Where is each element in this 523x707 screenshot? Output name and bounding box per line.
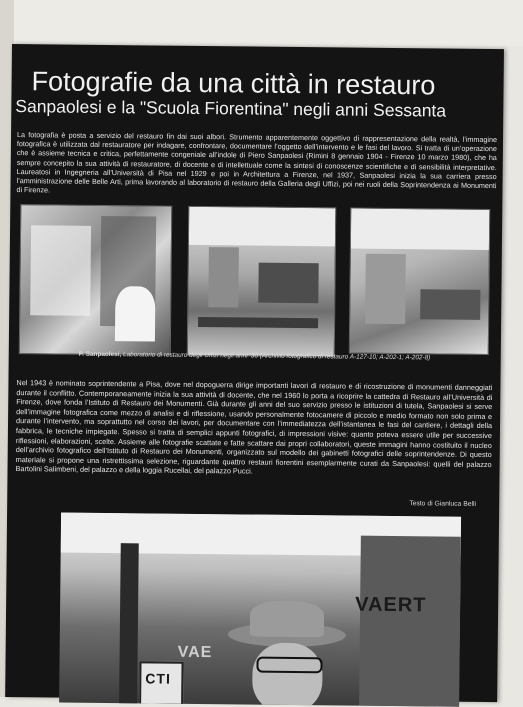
caption-author: P. Sanpaolesi,: [78, 350, 122, 359]
face: [252, 643, 323, 707]
photo-restoration-lab-2: [187, 206, 337, 358]
intro-paragraph: La fotografia è posta a servizio del restauro fin dai suoi albori. Strumento apparentemente oggettivo di rappresentazione della realtà, l’immagine fotografica è utilizzata dal restauratore per indagare, confrontare, documentare l’oggetto dell’intervento e le fasi del lavoro. Si tratta di un’operazione che è assieme tecnica e critica, perfettamente congeniale all’indole di Piero Sanpaolesi (Rimini 8 gennaio 1904 - Firenze 10 marzo 1980), che ha sempre concepito la sua attività di restauratore, di docente e di intellettuale come la sintesi di conoscenze scientifiche e di sensibilità interpretative. Laureatosi in Ingegneria all’Università di Pisa nel 1929 e poi in Architettura a Firenze, nel 1937, Sanpaolesi inizia la sua carriera presso l’amministrazione delle Belle Arti, prima lavorando al laboratorio di restauro della Galleria degli Uffizi, poi nei ruoli della Soprintendenza ai Monumenti di Firenze.: [16, 130, 498, 195]
panel-subtitle: Sanpaolesi e la "Scuola Fiorentina" negli anni Sessanta: [15, 96, 447, 121]
glasses: [256, 657, 322, 674]
hat-crown: [250, 601, 324, 638]
panel-title: Fotografie da una città in restauro: [31, 66, 436, 101]
photo-restoration-lab-1: [19, 204, 173, 359]
text-credit: Testo di Gianluca Belli: [409, 500, 477, 508]
exhibition-panel: [5, 44, 504, 702]
sign-box-text: CTI: [145, 670, 172, 687]
portrait-photo: [59, 513, 461, 707]
body-paragraph: Nel 1943 è nominato soprintendente a Pisa, dove nel dopoguerra dirige importanti lavori di restauro e di ricostruzione di monumenti danneggiati durante il conflitto. Contemporaneamente inizia la sua attività di docente, che nel 1960 lo porta a ricoprire la cattedra di Restauro all’Università di Firenze, dove fonda l’Istituto di Restauro dei Monumenti. Già durante gli anni del suo servizio presso le istituzioni di tutela, Sanpaolesi si serve dell’immagine fotografica come mezzo di analisi e di riflessione, usando personalmente fotocamere di piccolo e medio formato non solo prima e durante l’intervento, ma soprattutto nel corso dei lavori, per documentare con l’immediatezza dell’istantanea le fasi del cantiere, i dettagli della fabbrica, le tecniche impiegate. Spesso si tratta di semplici appunti fotografici, di impressioni visive: quanto poteva essere utile per successive riflessioni, elaborazioni, scelte. Assieme alle fotografie scattate e fatte scattare dai propri collaboratori, queste immagini hanno costituito il nucleo dell’archivio fotografico dell’Istituto di Restauro dei Monumenti, organizzato sul modello dei gabinetti fotografici delle soprintendenze. Di questo materiale si propone una ristrettissima selezione, riguardante quattro restauri fiorentini esemplarmente curati da Sanpaolesi: quelli del palazzo Bartolini Salimbeni, del palazzo e della loggia Rucellai, del palazzo Pucci.: [15, 378, 493, 476]
shop-sign-upper: VAERT: [355, 593, 427, 617]
shop-sign-lower: VAE: [177, 643, 213, 662]
wall-background: [0, 0, 523, 46]
caption-text: Laboratorio di restauro degli Uffizi negli anni ’30 (Archivio fotografico di restauro A-127-10; A-202-1; A-202-8): [121, 351, 431, 362]
photo-restoration-lab-3: [349, 208, 491, 355]
